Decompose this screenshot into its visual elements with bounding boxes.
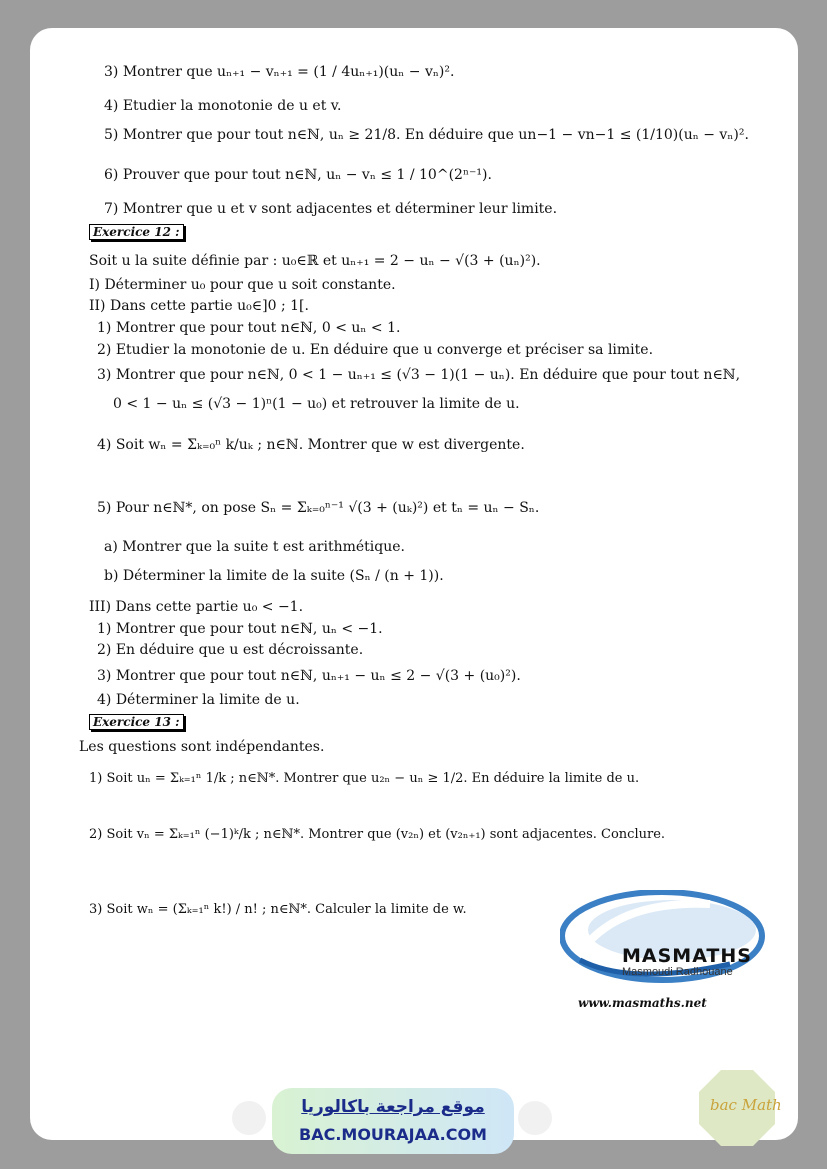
ex12-q5b: b) Déterminer la limite de la suite (Sₙ / (n + 1)). (104, 568, 444, 584)
question-6: 6) Prouver que pour tout n∈ℕ, uₙ − vₙ ≤ 1 / 10^(2ⁿ⁻¹). (104, 167, 492, 183)
question-5: 5) Montrer que pour tout n∈ℕ, uₙ ≥ 21/8. En déduire que un−1 − vn−1 ≤ (1/10)(uₙ − vₙ)². (104, 127, 749, 143)
ex12-p3-q2: 2) En déduire que u est décroissante. (97, 642, 364, 658)
ex12-part-1: I) Déterminer u₀ pour que u soit constante. (89, 277, 396, 293)
ex13-q2: 2) Soit vₙ = Σₖ₌₁ⁿ (−1)ᵏ/k ; n∈ℕ*. Montrer que (v₂ₙ) et (v₂ₙ₊₁) sont adjacentes. Conclure. (89, 827, 666, 842)
ex12-part-3: III) Dans cette partie u₀ < −1. (89, 599, 304, 615)
ex12-p3-q3: 3) Montrer que pour tout n∈ℕ, uₙ₊₁ − uₙ ≤ 2 − √(3 + (u₀)²). (97, 668, 521, 684)
ex12-q5a: a) Montrer que la suite t est arithmétique. (104, 539, 405, 555)
banner-url[interactable]: BAC.MOURAJAA.COM (299, 1125, 487, 1144)
ex12-q5: 5) Pour n∈ℕ*, on pose Sₙ = Σₖ₌₀ⁿ⁻¹ √(3 + (uₖ)²) et tₙ = uₙ − Sₙ. (97, 500, 540, 516)
exercise-12-title: Exercice 12 : (89, 224, 184, 240)
ex12-q3: 3) Montrer que pour n∈ℕ, 0 < 1 − uₙ₊₁ ≤ (√3 − 1)(1 − uₙ). En déduire que pour tout n∈ℕ, (97, 367, 741, 383)
ex12-statement: Soit u la suite définie par : u₀∈ℝ et uₙ₊₁ = 2 − uₙ − √(3 + (uₙ)²). (89, 253, 541, 269)
ex13-q1: 1) Soit uₙ = Σₖ₌₁ⁿ 1/k ; n∈ℕ*. Montrer que u₂ₙ − uₙ ≥ 1/2. En déduire la limite de u. (89, 771, 640, 786)
question-4: 4) Etudier la monotonie de u et v. (104, 98, 342, 114)
ex12-part-2: II) Dans cette partie u₀∈]0 ; 1[. (89, 298, 309, 314)
ex12-q4: 4) Soit wₙ = Σₖ₌₀ⁿ k/uₖ ; n∈ℕ. Montrer que w est divergente. (97, 437, 525, 453)
ex12-p3-q1: 1) Montrer que pour tout n∈ℕ, uₙ < −1. (97, 621, 383, 637)
website-link[interactable]: www.masmaths.net (578, 996, 707, 1010)
question-7: 7) Montrer que u et v sont adjacentes et déterminer leur limite. (104, 201, 558, 217)
banner-arabic-title: موقع مراجعة باكالوريا (301, 1097, 485, 1117)
ex12-p3-q4: 4) Déterminer la limite de u. (97, 692, 300, 708)
logo-title: MASMATHS (622, 945, 752, 967)
ex12-q2: 2) Etudier la monotonie de u. En déduire que u converge et préciser sa limite. (97, 342, 654, 358)
ex12-q1: 1) Montrer que pour tout n∈ℕ, 0 < uₙ < 1. (97, 320, 401, 336)
exercise-13-title: Exercice 13 : (89, 714, 184, 730)
logo-subtitle: Masmoudi Radhouane (622, 966, 733, 978)
ex13-q3: 3) Soit wₙ = (Σₖ₌₁ⁿ k!) / n! ; n∈ℕ*. Calculer la limite de w. (89, 902, 467, 917)
site-banner[interactable] (272, 1088, 514, 1154)
book-icon (232, 1101, 266, 1135)
question-3: 3) Montrer que uₙ₊₁ − vₙ₊₁ = (1 / 4uₙ₊₁)(uₙ − vₙ)². (104, 64, 455, 80)
badge-label: bac Math (710, 1096, 782, 1114)
ex13-intro: Les questions sont indépendantes. (79, 739, 325, 755)
book-icon (518, 1101, 552, 1135)
ex12-q3-cont: 0 < 1 − uₙ ≤ (√3 − 1)ⁿ(1 − u₀) et retrouver la limite de u. (113, 396, 520, 412)
